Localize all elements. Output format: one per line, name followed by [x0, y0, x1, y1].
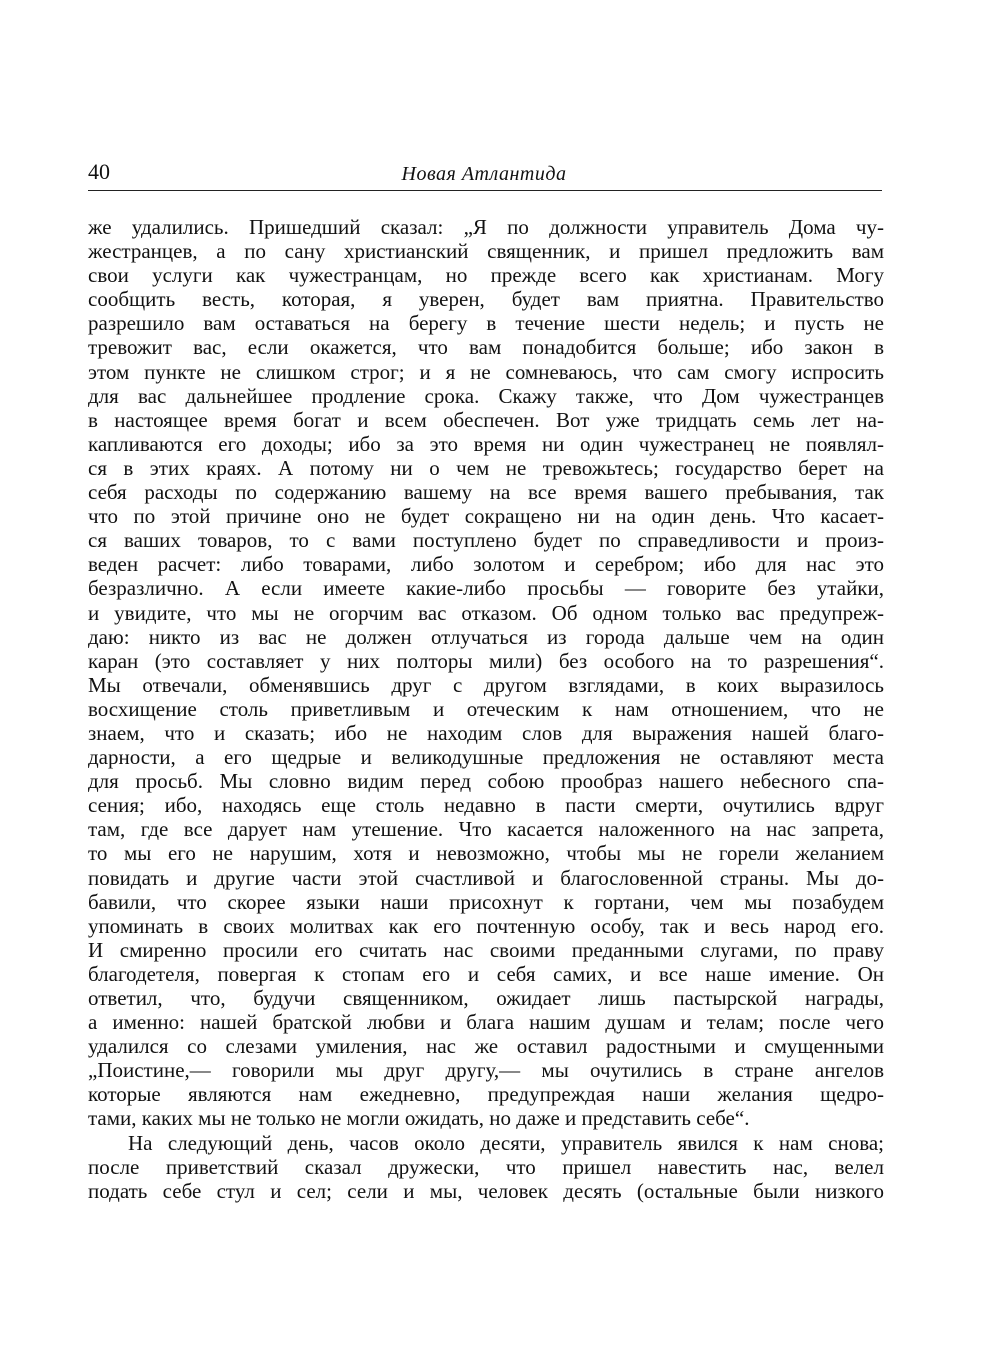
body-text — [88, 215, 884, 1203]
text-line: И смиренно просили его считать нас своими преданными слугами, по праву — [88, 937, 884, 962]
page-number: 40 — [88, 159, 110, 184]
text-line: свои услуги как чужестранцам, но прежде всего как христианам. Могу — [88, 263, 884, 288]
text-line: знаем, что и сказать; ибо не находим слов для выражения нашей благо- — [88, 720, 884, 745]
text-line: себя расходы по содержанию вашему на все время вашего пребывания, так — [88, 480, 884, 505]
text-line: же удалились. Пришедший сказал: „Я по должности управитель Дома чу- — [88, 215, 884, 239]
text-line: безразлично. А если имеете какие-либо просьбы — говорите без утайки, — [88, 576, 884, 601]
running-title: Новая Атлантида — [401, 163, 567, 185]
text-line: то мы его не нарушим, хотя и невозможно, чтобы мы не горели желанием — [88, 841, 884, 866]
text-line: бавили, что скорее языки наши присохнут к гортани, чем мы позабудем — [88, 889, 884, 914]
text-line: и увидите, что мы не огорчим вас отказом. Об одном только вас предупреж- — [88, 600, 884, 625]
text-line: повидать и другие части этой счастливой и благословенной страны. Мы до- — [88, 865, 884, 890]
text-line: для просьб. Мы словно видим перед собою прообраз нашего небесного спа- — [88, 769, 884, 794]
text-line: ся в этих краях. А потому ни о чем не тревожьтесь; государство берет на — [88, 455, 884, 480]
text-line: Мы отвечали, обменявшись друг с другом взглядами, в коих выразилось — [88, 672, 884, 697]
text-line: благодетеля, повергая к стопам его и себя самих, и все наше имение. Он — [88, 961, 884, 986]
text-line: На следующий день, часов около десяти, управитель явился к нам снова; — [128, 1130, 884, 1155]
text-line: разрешило вам оставаться на берегу в течение шести недель; и пусть не — [88, 311, 884, 336]
text-line: „Поистине,— говорили мы друг другу,— мы очутились в стране ангелов — [88, 1058, 884, 1083]
text-line: сообщить весть, которая, я уверен, будет вам приятна. Правительство — [88, 287, 884, 312]
text-line: что по этой причине оно не будет сокращено ни на один день. Что касает- — [88, 504, 884, 529]
header-rule — [88, 190, 882, 191]
text-line: тами, каких мы не только не могли ожидать, но даже и представить себе“. — [88, 1106, 750, 1131]
text-line: этом пункте не слишком строг; и я не сомневаюсь, что сам смогу испросить — [88, 359, 884, 384]
text-line: в настоящее время богат и всем обеспечен. Вот уже тридцать семь лет на- — [88, 407, 884, 432]
text-line: упоминать в своих молитвах как его почтенную особу, так и весь народ его. — [88, 913, 884, 938]
text-line: восхищение столь приветливым и отеческим к нам отношением, что не — [88, 696, 884, 721]
text-line: удалился со слезами умиления, нас же оставил радостными и смущенными — [88, 1034, 884, 1059]
text-line: которые являются нам ежедневно, предупреждая наши желания щедро- — [88, 1082, 884, 1107]
text-line: для вас дальнейшее продление срока. Скажу также, что Дом чужестранцев — [88, 383, 884, 408]
text-line: а именно: нашей братской любви и блага нашим душам и телам; после чего — [88, 1010, 884, 1035]
text-line: после приветствий сказал дружески, что пришел навестить нас, велел — [88, 1154, 884, 1179]
text-line: ся ваших товаров, то с вами поступлено будет по справедливости и произ- — [88, 528, 884, 553]
text-line: даю: никто из вас не должен отлучаться из города дальше чем на один — [88, 624, 884, 649]
text-line: подать себе стул и сел; сели и мы, человек десять (остальные были низкого — [88, 1178, 884, 1203]
page-header — [88, 156, 880, 190]
text-line: сения; ибо, находясь еще столь недавно в пасти смерти, очутились вдруг — [88, 793, 884, 818]
text-line: веден расчет: либо товарами, либо золотом и серебром; ибо для нас это — [88, 552, 884, 577]
text-line: там, где все дарует нам утешение. Что касается наложенного на нас запрета, — [88, 817, 884, 842]
text-line: капливаются его доходы; ибо за это время ни один чужестранец не появлял- — [88, 431, 884, 456]
text-line: ответил, что, будучи священником, ожидает лишь пастырской награды, — [88, 986, 884, 1010]
text-line: дарности, а его щедрые и великодушные предложения не оставляют места — [88, 745, 884, 770]
text-line: жестранцев, а по сану христианский священник, и пришел предложить вам — [88, 239, 884, 264]
text-line: тревожит вас, если окажется, что вам понадобится больше; ибо закон в — [88, 335, 884, 360]
text-line: каран (это составляет у них полторы мили) без особого на то разрешения“. — [88, 648, 884, 673]
